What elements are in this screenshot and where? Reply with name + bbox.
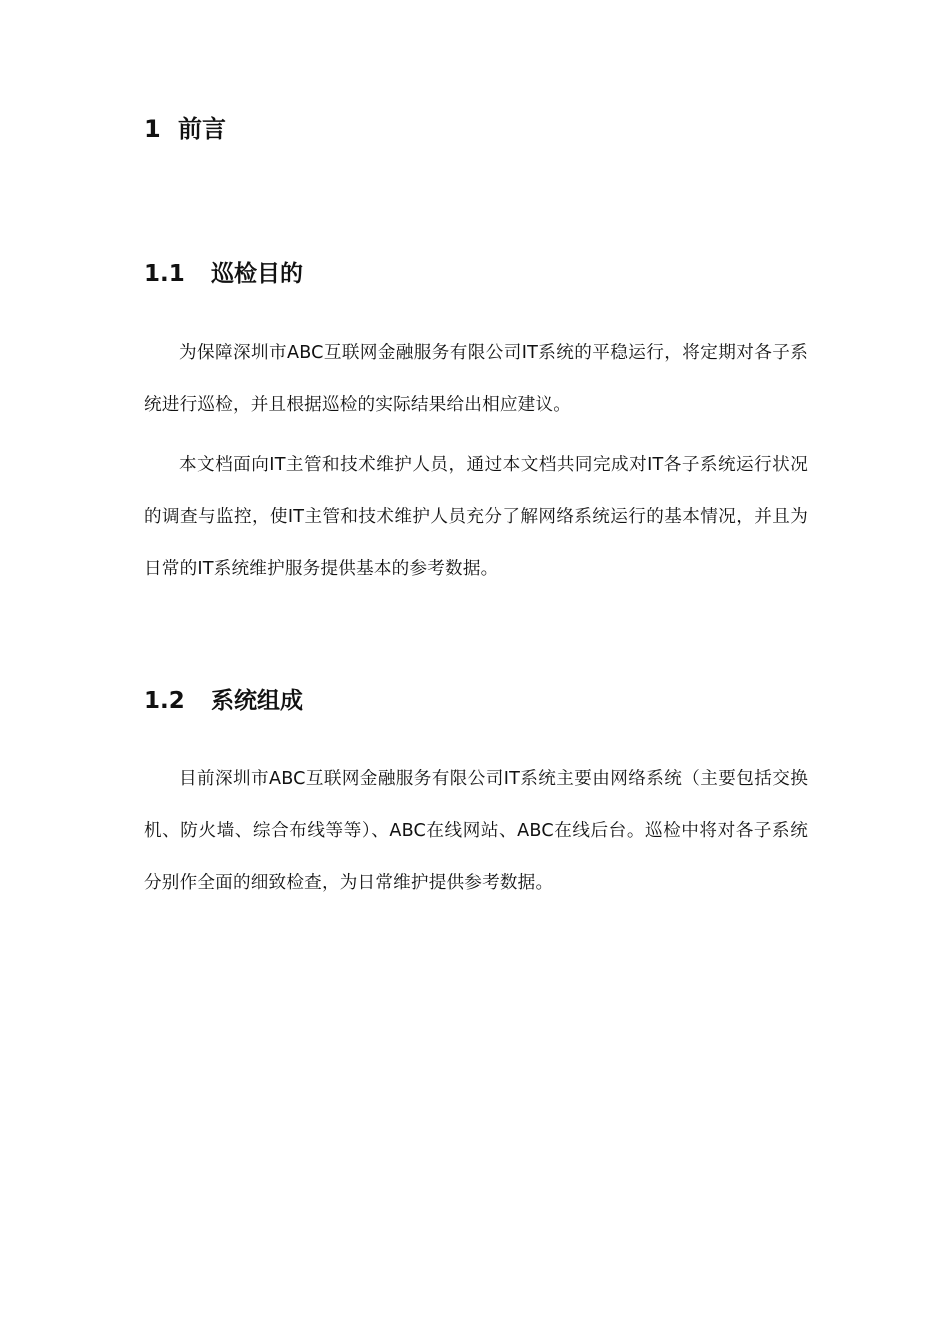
heading-system-composition xyxy=(144,685,303,717)
heading-preface xyxy=(144,112,226,146)
paragraph-purpose-1: 为保障深圳市ABC互联网金融服务有限公司IT系统的平稳运行，将定期对各子系统进行巡检，并且根据巡检的实际结果给出相应建议。 xyxy=(144,343,808,415)
heading-number: 1.2 xyxy=(144,688,185,714)
heading-number: 1 xyxy=(144,115,161,143)
paragraph-purpose-2: 本文档面向IT主管和技术维护人员，通过本文档共同完成对IT各子系统运行状况的调查与监控，使IT主管和技术维护人员充分了解网络系统运行的基本情况，并且为日常的IT系统维护服务提供基本的参考数据。 xyxy=(144,455,808,579)
heading-title: 巡检目的 xyxy=(211,261,303,287)
heading-number: 1.1 xyxy=(144,261,185,287)
heading-inspection-purpose xyxy=(144,258,303,290)
paragraph-system-1: 目前深圳市ABC互联网金融服务有限公司IT系统主要由网络系统（主要包括交换机、防火墙、综合布线等等）、ABC在线网站、ABC在线后台。巡检中将对各子系统分别作全面的细致检查，为日常维护提供参考数据。 xyxy=(144,769,808,893)
heading-title: 前言 xyxy=(178,115,226,143)
heading-title: 系统组成 xyxy=(211,688,303,714)
